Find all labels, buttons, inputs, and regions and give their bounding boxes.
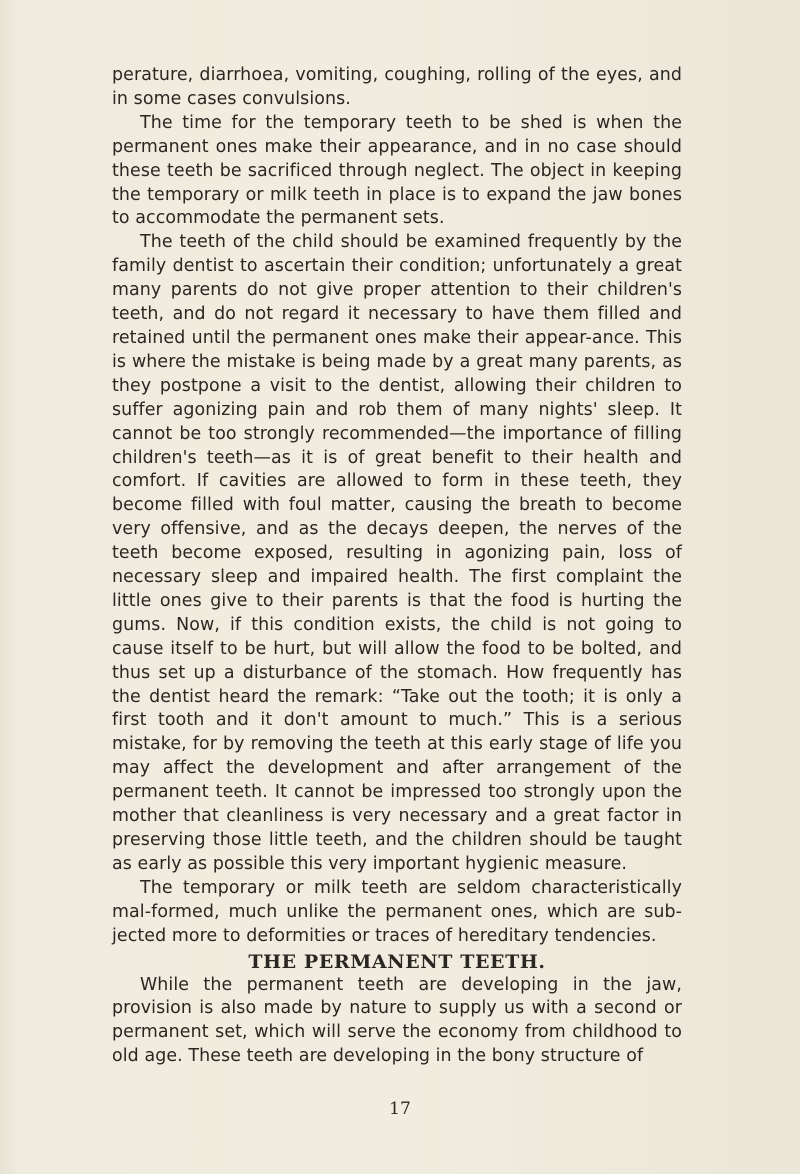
page-number: 17 xyxy=(389,1099,411,1119)
paragraph-3: The teeth of the child should be examined frequently by the family dentist to ascertain their condition; unfortunately a great many parents do not give proper attention to their children's teeth, and do not regard it necessary to have them filled and retained until the permanent ones make their appear-ance. This is where the mistake is being made by a great many parents, as they postpone a visit to the dentist, allowing their children to suffer agonizing pain and rob them of many nights' sleep. It cannot be too strongly recommended—the importance of filling children's teeth—as it is of great benefit to their health and comfort. If cavities are allowed to form in these teeth, they become filled with foul matter, causing the breath to become very offensive, and as the decays deepen, the nerves of the teeth become exposed, resulting in agonizing pain, loss of necessary sleep and impaired health. The first complaint the little ones give to their parents is that the food is hurting the gums. Now, if this condition exists, the child is not going to cause itself to be hurt, but will allow the food to be bolted, and thus set up a disturbance of the stomach. How frequently has the dentist heard the remark: “Take out the tooth; it is only a first tooth and it don't amount to much.” This is a serious mistake, for by removing the teeth at this early stage of life you may affect the development and after arrangement of the permanent teeth. It cannot be impressed too strongly upon the mother that cleanliness is very necessary and a great factor in preserving those little teeth, and the children should be taught as early as possible this very important hygienic measure. xyxy=(112,232,682,874)
section-heading: THE PERMANENT TEETH. xyxy=(248,950,546,973)
paragraph-1: perature, diarrhoea, vomiting, coughing, rolling of the eyes, and in some cases convulsions. xyxy=(112,65,682,109)
paragraph-5: While the permanent teeth are developing in the jaw, provision is also made by nature to supply us with a second or permanent set, which will serve the economy from childhood to old age. These teeth are developing in the bony structure of xyxy=(112,974,682,1067)
body-text xyxy=(112,64,682,1069)
paragraph-4: The temporary or milk teeth are seldom characteristically mal-formed, much unlike the permanent ones, which are sub-jected more to deformities or traces of hereditary tendencies. xyxy=(112,877,682,946)
paragraph-2: The time for the temporary teeth to be shed is when the permanent ones make their appearance, and in no case should these teeth be sacrificed through neglect. The object in keeping the temporary or milk teeth in place is to expand the jaw bones to accommodate the permanent sets. xyxy=(112,112,682,229)
